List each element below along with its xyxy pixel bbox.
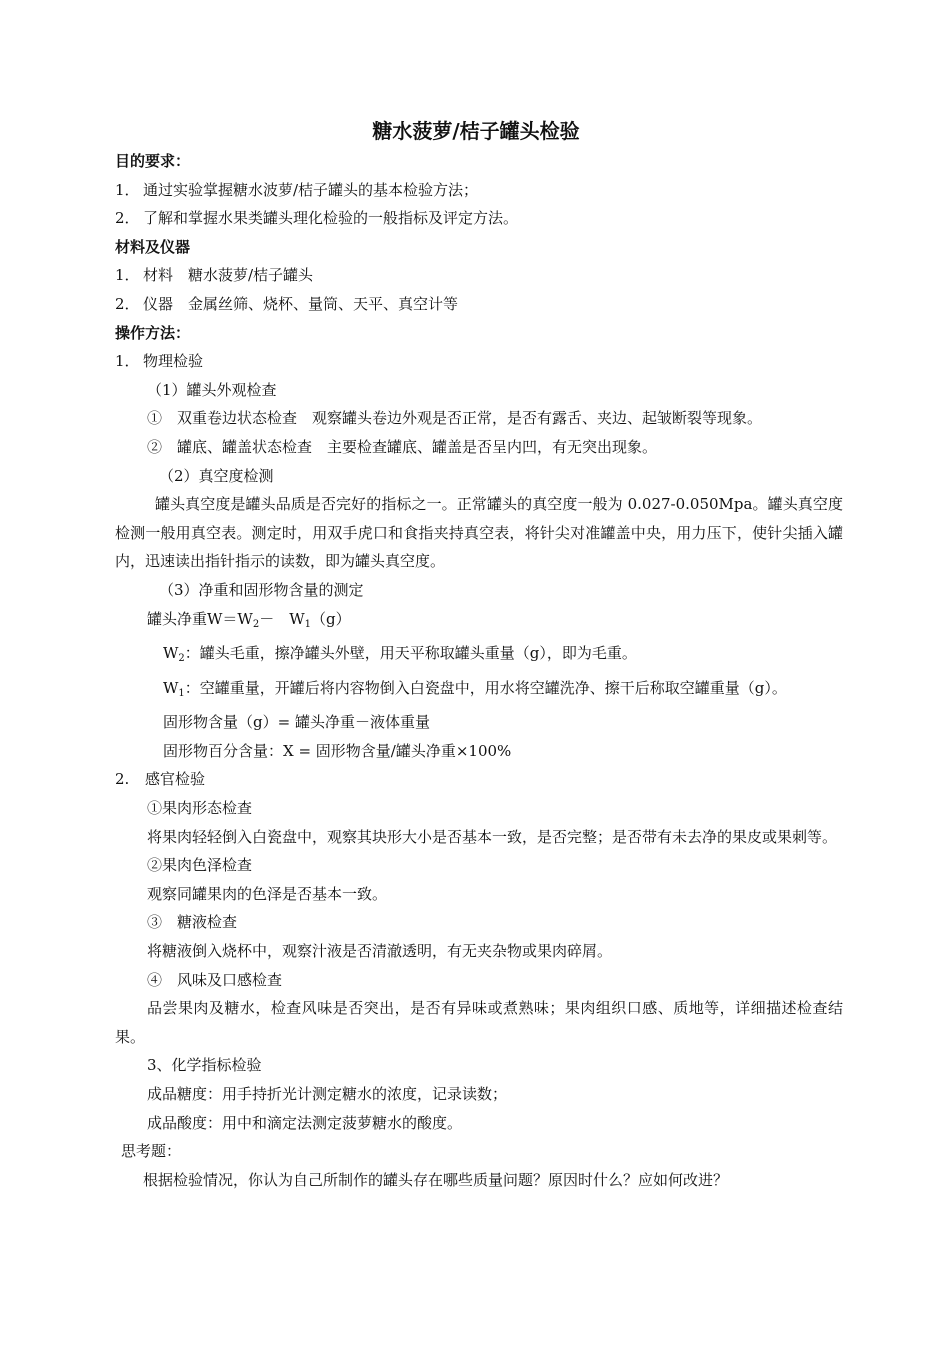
chemical-heading: 3、化学指标检验: [147, 1056, 262, 1075]
variable-subscript: 2: [178, 653, 185, 665]
materials-heading: 材料及仪器: [115, 237, 191, 256]
formula-subscript: 1: [304, 618, 312, 630]
physical-inspection: [115, 347, 843, 376]
question-text: 根据检验情况，你认为自己所制作的罐头存在哪些质量问题？原因时什么？应如何改进？: [143, 1170, 729, 1189]
flesh-color-paragraph: 观察同罐果肉的色泽是否基本一致。: [147, 884, 388, 903]
definition-text: ：空罐重量，开罐后将内容物倒入白瓷盘中，用水将空罐洗净、擦干后称取空罐重量（g）。: [184, 678, 787, 697]
item-text: 感官检验: [145, 770, 206, 789]
appearance-step-a: ① 双重卷边状态检查 观察罐头卷边外观是否正常，是否有露舌、夹边、起皱断裂等现象。: [147, 409, 763, 428]
variable-label: W: [163, 678, 179, 697]
formula-subscript: 2: [252, 618, 260, 630]
document-body: [115, 147, 843, 1194]
item-number: 1．: [115, 352, 140, 371]
net-weight-formula: [115, 605, 843, 640]
syrup-heading: ③ 糖液检查: [147, 913, 238, 932]
acidity-measurement: 成品酸度：用中和滴定法测定菠萝糖水的酸度。: [147, 1113, 463, 1132]
questions-heading: 思考题：: [121, 1142, 182, 1161]
appearance-heading: （1）罐头外观检查: [147, 380, 277, 399]
flesh-color-heading: ②果肉色泽检查: [147, 856, 253, 875]
purpose-item-1: [115, 176, 843, 205]
variable-label: W: [163, 644, 179, 663]
sugar-measurement: 成品糖度：用手持折光计测定糖水的浓度，记录读数；: [147, 1085, 508, 1103]
definition-text: ：罐头毛重，擦净罐头外壁，用天平称取罐头重量（g），即为毛重。: [184, 644, 637, 663]
formula-text: （g）: [311, 609, 351, 628]
formula-text: － W: [259, 609, 305, 628]
net-weight-heading: （3）净重和固形物含量的测定: [159, 580, 364, 599]
variable-subscript: 1: [178, 687, 185, 699]
flavor-heading: ④ 风味及口感检查: [147, 970, 283, 989]
item-text: 通过实验掌握糖水波萝/桔子罐头的基本检验方法；: [143, 180, 479, 199]
item-text: 了解和掌握水果类罐头理化检验的一般指标及评定方法。: [143, 209, 519, 228]
solid-percent-formula: 固形物百分含量：X = 固形物含量/罐头净重×100%: [163, 741, 512, 760]
syrup-paragraph: 将糖液倒入烧杯中，观察汁液是否清澈透明，有无夹杂物或果肉碎屑。: [147, 942, 613, 961]
materials-item-2: [115, 290, 843, 319]
item-number: 1．: [115, 266, 140, 285]
item-number: 2．: [115, 209, 140, 228]
purpose-heading: 目的要求：: [115, 152, 191, 170]
item-number: 2．: [115, 294, 140, 313]
method-heading: 操作方法：: [115, 323, 191, 342]
item-number: 1．: [115, 180, 140, 199]
vacuum-heading: （2）真空度检测: [159, 466, 274, 485]
formula-text: 罐头净重W＝W: [147, 609, 253, 628]
sensory-inspection: [115, 765, 843, 794]
document-title: 糖水菠萝/桔子罐头检验: [372, 119, 580, 143]
flesh-shape-heading: ①果肉形态检查: [147, 799, 253, 818]
vacuum-paragraph: 罐头真空度是罐头品质是否完好的指标之一。正常罐头的真空度一般为 0.027-0.050Mpa。罐头真空度检测一般用真空表。测定时，用双手虎口和食指夹持真空表，将针尖对准罐盖中央，用力压下，使针尖插入罐内，迅速读出指针指示的读数，即为罐头真空度。: [115, 495, 843, 571]
materials-item-1: [115, 261, 843, 290]
flesh-shape-paragraph: 将果肉轻轻倒入白瓷盘中，观察其块形大小是否基本一致，是否完整；是否带有未去净的果皮或果刺等。: [147, 827, 838, 846]
w1-definition: [115, 674, 843, 709]
item-number: 2.: [115, 770, 130, 789]
purpose-item-2: [115, 204, 843, 233]
item-text: 物理检验: [143, 352, 204, 371]
item-text: 仪器 金属丝筛、烧杯、量筒、天平、真空计等: [143, 294, 459, 313]
item-text: 材料 糖水菠萝/桔子罐头: [143, 266, 314, 285]
flavor-paragraph: 品尝果肉及糖水，检查风味是否突出，是否有异味或煮熟味；果肉组织口感、质地等，详细描述检查结果。: [115, 999, 843, 1046]
solid-content-formula: 固形物含量（g）= 罐头净重－液体重量: [163, 713, 430, 732]
w2-definition: [115, 639, 843, 674]
appearance-step-b: ② 罐底、罐盖状态检查 主要检查罐底、罐盖是否呈内凹，有无突出现象。: [147, 437, 658, 456]
